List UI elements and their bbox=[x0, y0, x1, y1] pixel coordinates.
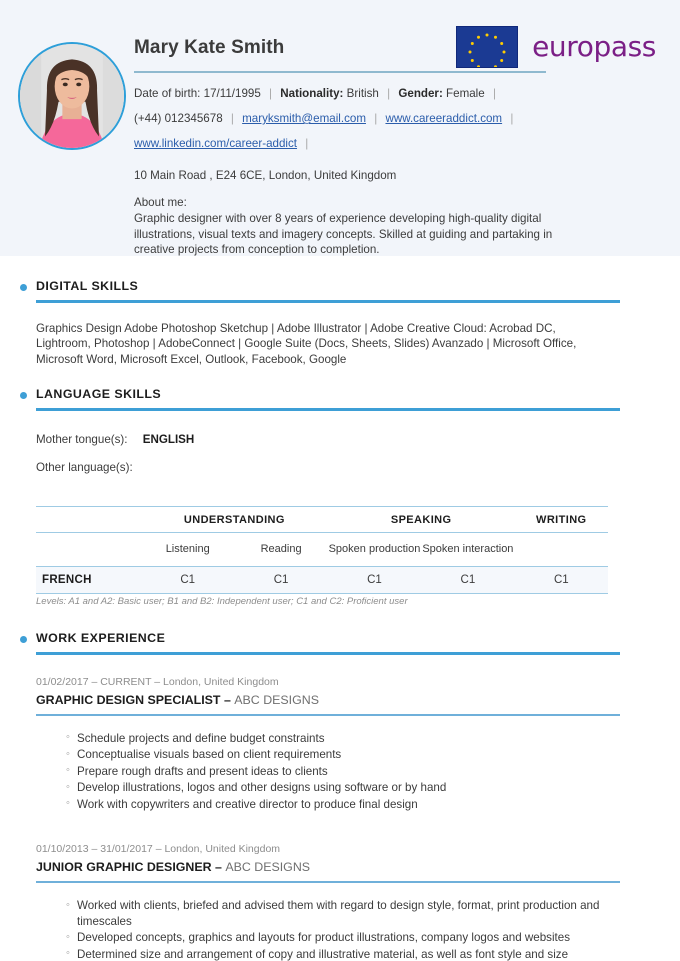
bullet-dot-icon bbox=[20, 636, 27, 643]
job-company: ABC DESIGNS bbox=[225, 860, 311, 874]
contact-line bbox=[134, 111, 656, 127]
section-divider bbox=[36, 300, 620, 303]
europass-wordmark: europass bbox=[532, 30, 656, 63]
section-header bbox=[36, 629, 620, 647]
separator: | bbox=[230, 112, 234, 125]
separator: | bbox=[492, 87, 496, 100]
website-link[interactable]: www.careeraddict.com bbox=[385, 112, 503, 125]
list-item: ◦ Determined size and arrangement of copy and illustrative material, as well as font style and size bbox=[66, 947, 620, 961]
separator: | bbox=[305, 137, 309, 150]
about-me-label: About me: bbox=[134, 196, 187, 209]
job-entry bbox=[36, 842, 620, 961]
job-role: JUNIOR GRAPHIC DESIGNER – bbox=[36, 860, 226, 874]
digital-skills-text: Graphics Design Adobe Photoshop Sketchup | Adobe Illustrator | Adobe Creative Cloud: Acrobad DC, Lightroom, Photoshop | AdobeConnect | Google Suite (Docs, Sheets, Slides) Avanzado | Microsoft Office, Microsoft Word, Microsoft Excel, Outlook, Facebook, Google bbox=[36, 321, 577, 366]
nationality-label: Nationality: bbox=[280, 87, 344, 100]
gender-value: Female bbox=[446, 87, 485, 100]
sub-header-spoken-production: Spoken production bbox=[328, 533, 421, 567]
other-languages-label: Other language(s): bbox=[36, 460, 133, 474]
list-item: ◦ Prepare rough drafts and present ideas to clients bbox=[66, 764, 620, 780]
avatar bbox=[18, 42, 126, 150]
profile-photo-icon bbox=[20, 44, 124, 148]
cell-writing: C1 bbox=[515, 567, 608, 594]
job-role: GRAPHIC DESIGN SPECIALIST – bbox=[36, 692, 235, 707]
job-duties-list bbox=[36, 898, 620, 961]
cell-listening: C1 bbox=[141, 567, 234, 594]
address-text: 10 Main Road , E24 6CE, London, United Kingdom bbox=[134, 169, 397, 182]
mother-tongue-row bbox=[36, 433, 620, 446]
social-line bbox=[134, 136, 656, 152]
table-row bbox=[36, 567, 608, 594]
section-divider bbox=[36, 652, 620, 655]
name-divider bbox=[134, 71, 546, 73]
sub-header-writing-empty bbox=[515, 533, 608, 567]
separator: | bbox=[510, 112, 514, 125]
language-levels-table bbox=[36, 506, 608, 594]
section-digital-skills bbox=[0, 277, 680, 367]
list-item: ◦ Conceptualise visuals based on client requirements bbox=[66, 747, 620, 763]
mother-tongue-label: Mother tongue(s): bbox=[36, 432, 128, 446]
section-language-skills bbox=[0, 385, 680, 474]
page-title: Mary Kate Smith bbox=[134, 37, 285, 58]
mother-tongue-value: ENGLISH bbox=[142, 432, 195, 446]
separator: | bbox=[269, 87, 273, 100]
bullet-dot-icon bbox=[20, 284, 27, 291]
levels-legend: Levels: A1 and A2: Basic user; B1 and B2: Independent user; C1 and C2: Proficient user bbox=[36, 596, 408, 607]
sub-header-listening: Listening bbox=[141, 533, 234, 567]
list-item: ◦ Worked with clients, briefed and advised them with regard to design style, format, print production and timescales bbox=[66, 898, 620, 929]
section-header bbox=[36, 385, 620, 403]
separator: | bbox=[387, 87, 391, 100]
dob-label: Date of birth: bbox=[134, 87, 201, 100]
job-duties-list bbox=[36, 731, 620, 813]
section-divider bbox=[36, 408, 620, 411]
profile-photo bbox=[18, 42, 126, 150]
job-divider bbox=[36, 881, 620, 883]
row-language-name: FRENCH bbox=[36, 567, 141, 594]
nationality-value: British bbox=[346, 87, 379, 100]
about-me-text: Graphic designer with over 8 years of experience developing high-quality digital illustrations, visual texts and imagery concepts. Skilled at guiding and partaking in creative projects from conception to completion. bbox=[134, 212, 553, 256]
header-main bbox=[134, 36, 656, 258]
separator: | bbox=[374, 112, 378, 125]
list-item: ◦ Schedule projects and define budget constraints bbox=[66, 731, 620, 747]
list-item: ◦ Develop illustrations, logos and other designs using software or by hand bbox=[66, 780, 620, 796]
group-header-writing: WRITING bbox=[515, 507, 608, 533]
empty-cell bbox=[36, 533, 141, 567]
email-link[interactable]: maryksmith@email.com bbox=[242, 112, 366, 125]
cell-spoken-interaction: C1 bbox=[421, 567, 514, 594]
bullet-dot-icon bbox=[20, 392, 27, 399]
table-sub-header-row bbox=[36, 533, 608, 567]
list-item: ◦ Work with copywriters and creative director to produce final design bbox=[66, 797, 620, 813]
linkedin-link[interactable]: www.linkedin.com/career-addict bbox=[134, 137, 298, 150]
section-title: LANGUAGE SKILLS bbox=[36, 387, 162, 401]
other-languages-row bbox=[36, 461, 620, 474]
sub-header-reading: Reading bbox=[234, 533, 327, 567]
table-group-header-row bbox=[36, 507, 608, 533]
group-header-speaking: SPEAKING bbox=[328, 507, 515, 533]
section-header bbox=[36, 277, 620, 295]
empty-corner-cell bbox=[36, 507, 141, 533]
job-title bbox=[36, 691, 620, 709]
job-divider bbox=[36, 714, 620, 716]
job-dates: 01/02/2017 – CURRENT – London, United Kingdom bbox=[36, 675, 279, 688]
job-company: ABC DESIGNS bbox=[234, 692, 319, 707]
list-item: ◦ Developed concepts, graphics and layouts for product illustrations, company logos and websites bbox=[66, 930, 620, 946]
section-title: DIGITAL SKILLS bbox=[36, 279, 139, 293]
section-work-experience bbox=[0, 629, 680, 961]
group-header-understanding: UNDERSTANDING bbox=[141, 507, 328, 533]
job-dates: 01/10/2013 – 31/01/2017 – London, United Kingdom bbox=[36, 843, 281, 855]
gender-label: Gender: bbox=[398, 87, 443, 100]
sub-header-spoken-interaction: Spoken interaction bbox=[421, 533, 514, 567]
phone-number: (+44) 012345678 bbox=[134, 112, 223, 125]
dob-value: 17/11/1995 bbox=[203, 87, 261, 100]
cell-reading: C1 bbox=[234, 567, 327, 594]
job-entry bbox=[36, 675, 620, 813]
job-title bbox=[36, 858, 620, 876]
section-title: WORK EXPERIENCE bbox=[36, 631, 166, 645]
cv-header bbox=[0, 0, 680, 256]
personal-details-line bbox=[134, 86, 656, 102]
cell-spoken-production: C1 bbox=[328, 567, 421, 594]
